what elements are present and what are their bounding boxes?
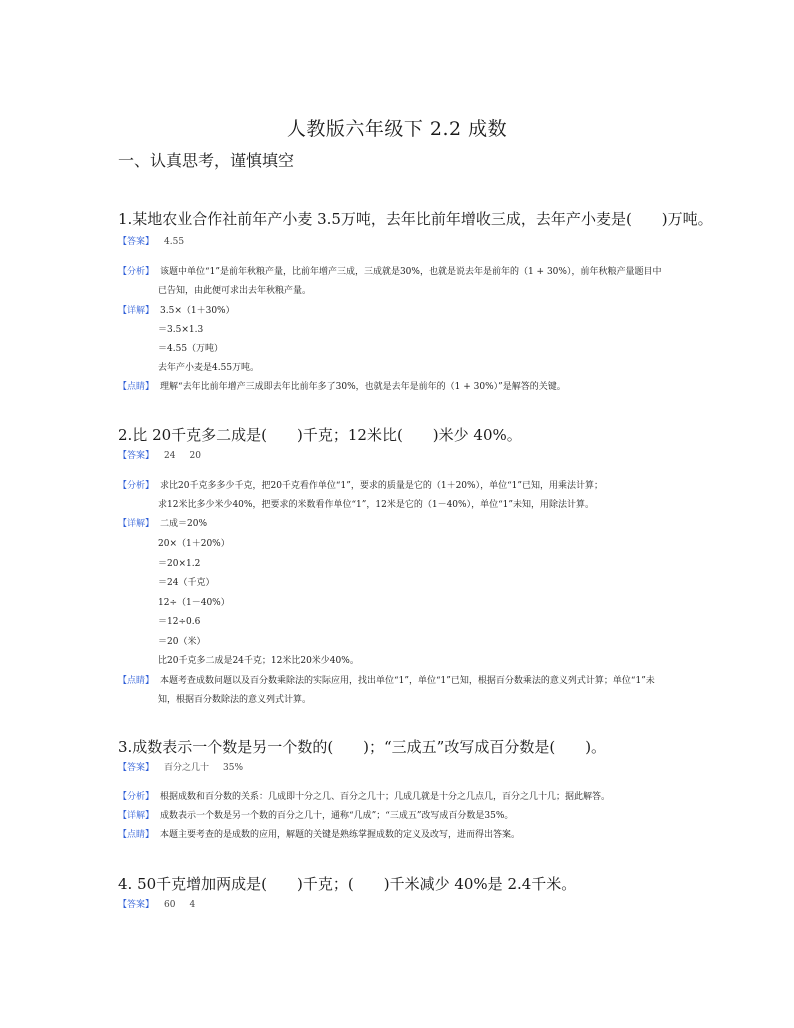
q1-answer-value: 4.55 <box>164 237 185 247</box>
q2-detail-line-8: 比20千克多二成是24千克；12米比20米少40%。 <box>158 656 359 666</box>
q2-detail-line-5: 12÷（1－40%） <box>158 598 230 608</box>
q4-answer-value-2: 4 <box>189 900 196 910</box>
page-title: 人教版六年级下 2.2 成数 <box>286 118 508 140</box>
q2-detail-line-1: 二成＝20% <box>160 519 208 529</box>
q3-comment-line-1: 本题主要考查的是成数的应用，解题的关键是熟练掌握成数的定义及改写，进而得出答案。 <box>160 830 521 840</box>
q2-detail <box>118 518 207 530</box>
q3-answer-value-2: 35% <box>223 763 244 773</box>
q2-analysis-line-1: 求比20千克多多少千克，把20千克看作单位“1”，要求的质量是它的（1＋20%），单位“1”已知，用乘法计算； <box>160 481 604 491</box>
comment-tag: 【点睛】 <box>118 382 155 392</box>
answer-tag: 【答案】 <box>118 763 155 773</box>
q2-detail-line-4: ＝24（千克） <box>158 578 215 588</box>
q2-answer-value-2: 20 <box>189 451 201 461</box>
detail-tag: 【详解】 <box>118 519 155 529</box>
q3-answer <box>118 762 257 774</box>
q2-answer-value-1: 24 <box>164 451 176 461</box>
q2-comment-line-1: 本题考查成数问题以及百分数乘除法的实际应用，找出单位“1”，单位“1”已知，根据百分数乘法的意义列式计算；单位“1”未 <box>160 676 655 686</box>
question-3: 3.成数表示一个数是另一个数的( )；“三成五”改写成百分数是( )。 <box>118 738 607 756</box>
q3-analysis-line-1: 根据成数和百分数的关系：几成即十分之几、百分之几十；几成几就是十分之几点几，百分之几十几；据此解答。 <box>160 792 611 802</box>
q1-analysis <box>118 266 661 278</box>
q3-comment <box>118 829 520 841</box>
q3-detail <box>118 810 513 822</box>
q3-detail-line-1: 成数表示一个数是另一个数的百分之几十，通称“几成”；“三成五”改写成百分数是35%。 <box>160 811 514 821</box>
q2-comment <box>118 675 655 687</box>
q4-answer <box>118 899 209 911</box>
answer-tag: 【答案】 <box>118 900 155 910</box>
question-2: 2.比 20千克多二成是( )千克；12米比( )米少 40%。 <box>118 426 522 444</box>
q2-analysis <box>118 480 603 492</box>
analysis-tag: 【分析】 <box>118 792 155 802</box>
q1-detail-line-1: 3.5×（1＋30%） <box>160 306 235 316</box>
analysis-tag: 【分析】 <box>118 267 155 277</box>
q1-comment <box>118 381 566 393</box>
q1-analysis-line-1: 该题中单位“1”是前年秋粮产量，比前年增产三成，三成就是30%，也就是说去年是前年的（1 + 30%），前年秋粮产量题目中 <box>160 267 662 277</box>
comment-tag: 【点睛】 <box>118 676 155 686</box>
q2-answer <box>118 450 215 462</box>
section-heading: 一、认真思考，谨慎填空 <box>118 151 295 170</box>
q1-detail-line-4: 去年产小麦是4.55万吨。 <box>158 363 260 373</box>
q2-detail-line-2: 20×（1＋20%） <box>158 539 230 549</box>
q3-analysis <box>118 791 610 803</box>
q4-answer-value-1: 60 <box>164 900 176 910</box>
q1-comment-line-1: 理解“去年比前年增产三成即去年比前年多了30%，也就是去年是前年的（1 + 30%）”是解答的关键。 <box>160 382 566 392</box>
question-4: 4. 50千克增加两成是( )千克；( )千米减少 40%是 2.4千米。 <box>118 875 577 893</box>
detail-tag: 【详解】 <box>118 306 155 316</box>
q1-detail-line-3: ＝4.55（万吨） <box>158 344 224 354</box>
q2-comment-line-2: 知，根据百分数除法的意义列式计算。 <box>158 695 312 705</box>
q3-answer-value-1: 百分之几十 <box>164 763 210 773</box>
answer-tag: 【答案】 <box>118 237 155 247</box>
question-1: 1.某地农业合作社前年产小麦 3.5万吨，去年比前年增收三成，去年产小麦是( )万吨。 <box>118 210 713 228</box>
q2-detail-line-6: ＝12÷0.6 <box>158 617 201 627</box>
q2-detail-line-3: ＝20×1.2 <box>158 559 201 569</box>
q1-analysis-line-2: 已告知，由此便可求出去年秋粮产量。 <box>158 286 312 296</box>
q1-answer <box>118 236 198 248</box>
q1-detail-line-2: ＝3.5×1.3 <box>158 325 204 335</box>
q2-analysis-line-2: 求12米比多少米少40%，把要求的米数看作单位“1”，12米是它的（1－40%），单位“1”未知，用除法计算。 <box>158 500 594 510</box>
analysis-tag: 【分析】 <box>118 481 155 491</box>
q2-detail-line-7: ＝20（米） <box>158 637 206 647</box>
comment-tag: 【点睛】 <box>118 830 155 840</box>
answer-tag: 【答案】 <box>118 451 155 461</box>
detail-tag: 【详解】 <box>118 811 155 821</box>
q1-detail <box>118 305 235 317</box>
